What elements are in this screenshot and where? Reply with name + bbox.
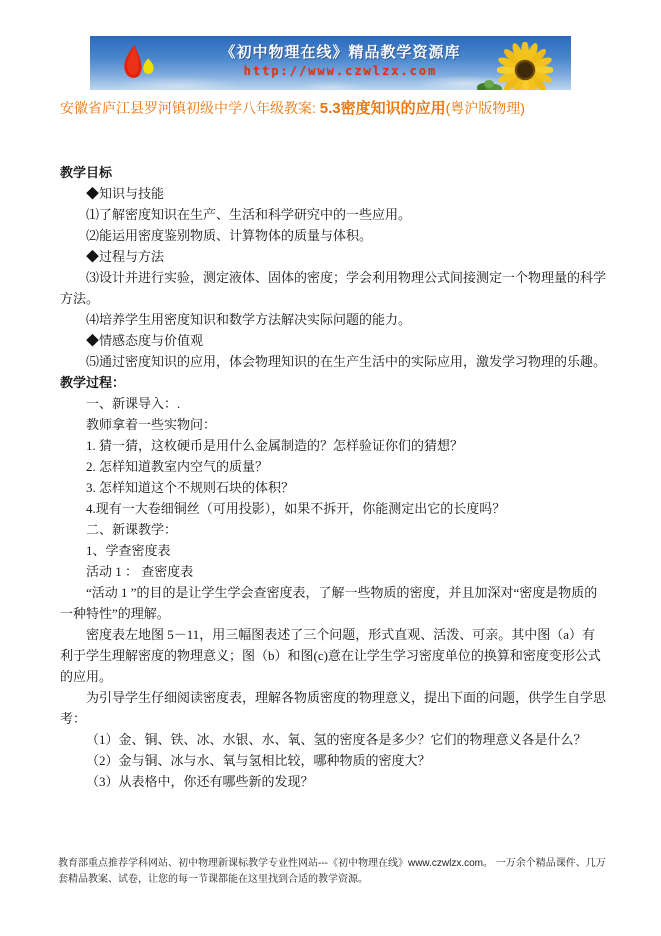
- sunflower-image: [497, 42, 553, 90]
- paragraph: ⑷培养学生用密度知识和数学方法解决实际问题的能力。: [86, 312, 412, 327]
- paragraph: （2）金与铜、冰与水、氧与氢相比较，哪种物质的密度大？: [86, 753, 431, 768]
- section-heading: 教学目标: [60, 165, 113, 180]
- doc-title-school: 安徽省庐江县罗河镇初级中学八年级教案:: [60, 100, 320, 116]
- paragraph: 二、新课教学：: [86, 522, 178, 537]
- paragraph: ◆情感态度与价值观: [86, 333, 204, 348]
- paragraph: 密度表左地图 5－11，用三幅图表述了三个问题，形式直观、活泼、可亲。其中图（a）有利于学生理解密度的物理意义；图（b）和图(c)意在让学生学习密度单位的换算和密度变形公式的应用。: [60, 627, 601, 684]
- site-logo-flame-icon: [120, 43, 160, 83]
- paragraph: ◆知识与技能: [86, 186, 165, 201]
- doc-title-edition: (粤沪版物理): [445, 100, 525, 116]
- paragraph: 一、新课导入：.: [86, 396, 181, 411]
- paragraph: （1）金、铜、铁、冰、水银、水、氧、氢的密度各是多少？它们的物理意义各是什么？: [86, 732, 587, 747]
- paragraph: 3. 怎样知道这个不规则石块的体积？: [86, 480, 295, 495]
- paragraph: 1、学查密度表: [86, 543, 171, 558]
- banner-site-url: http://www.czwlzx.com: [243, 64, 438, 78]
- paragraph: ⑴了解密度知识在生产、生活和科学研究中的一些应用。: [86, 207, 412, 222]
- banner-text-block: [185, 41, 496, 78]
- paragraph: ⑸通过密度知识的应用，体会物理知识的在生产生活中的实际应用，激发学习物理的乐趣。: [86, 354, 607, 369]
- paragraph: 活动 1 ： 查密度表: [86, 564, 194, 579]
- doc-title-lesson: 5.3密度知识的应用: [319, 100, 446, 117]
- page-footer: 教育部重点推荐学科网站、初中物理新课标教学专业性网站---《初中物理在线》www.czwlzx.com。 一万余个精品课件、几万套精品教案、试卷，让您的每一节课都能在这里找到合适的教学资源。: [58, 858, 606, 885]
- paragraph: “活动 1 ”的目的是让学生学会查密度表，了解一些物质的密度，并且加深对“密度是物质的一种特性”的理解。: [60, 585, 598, 621]
- paragraph: ⑶设计并进行实验，测定液体、固体的密度；学会利用物理公式间接测定一个物理量的科学方法。: [60, 270, 607, 306]
- section-heading: 教学过程：: [60, 375, 126, 390]
- document-body: [60, 162, 607, 792]
- paragraph: 教师拿着一些实物问：: [86, 417, 217, 432]
- banner-site-title: 《初中物理在线》精品教学资源库: [220, 44, 461, 61]
- paragraph: 为引导学生仔细阅读密度表，理解各物质密度的物理意义，提出下面的问题，供学生自学思考：: [60, 690, 607, 726]
- paragraph: ⑵能运用密度鉴别物质、计算物体的质量与体积。: [86, 228, 373, 243]
- paragraph: 1. 猜一猜，这枚硬币是用什么金属制造的？怎样验证你们的猜想？: [86, 438, 464, 453]
- doc-title: [60, 98, 606, 119]
- site-banner: [90, 36, 571, 90]
- paragraph: 4.现有一大卷细铜丝（可用投影），如果不拆开，你能测定出它的长度吗？: [86, 501, 506, 516]
- paragraph: ◆过程与方法: [86, 249, 165, 264]
- paragraph: （3）从表格中，你还有哪些新的发现？: [86, 774, 314, 789]
- paragraph: 2. 怎样知道教室内空气的质量？: [86, 459, 269, 474]
